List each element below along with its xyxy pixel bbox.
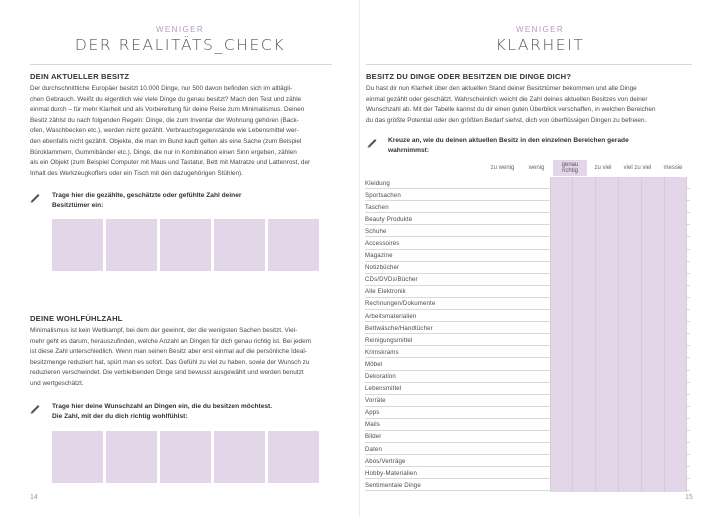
- s1-line: Inhalt des Werkzeugkoffers oder ein Tisch mit den dazugehörigen Stühlen).: [30, 169, 243, 177]
- instruction2: [52, 402, 272, 422]
- row-label: Rechnungen/Dokumente: [365, 300, 436, 308]
- s1-line: einmal durch – für mehr Klarheit und als Vorbereitung für deine Reise zum Minimalismus. Deinen: [30, 106, 305, 114]
- row-label: Accessoires: [365, 239, 400, 247]
- row-label: Reinigungsmittel: [365, 336, 413, 344]
- section1-heading: DEIN AKTUELLER BESITZ: [30, 72, 130, 81]
- row-label: Dekoration: [365, 373, 396, 380]
- s2-line: mehr geht es darum, herauszufinden, welche Anzahl an Dingen für dich genau richtig ist. Bei jedem: [30, 337, 311, 345]
- row-label: Mails: [365, 421, 380, 429]
- digit-box[interactable]: [52, 431, 103, 483]
- row-label: Hobby-Materialien: [365, 469, 417, 477]
- s1-line: chen Gebrauch. Weißt du eigentlich wie viele Dinge du genau besitzt? Mach den Test und zähle: [30, 95, 302, 103]
- column-header: viel zu viel: [623, 164, 652, 171]
- table-body: [365, 177, 690, 491]
- row-label: Kleidung: [365, 179, 390, 187]
- digit-box[interactable]: [268, 219, 319, 271]
- s2-line: reduzieren verschwindet. Die verbleibenden Dinge sind bewusst ausgewählt und werden benutzt: [30, 369, 304, 377]
- s1-line: Besitz zählst du nach folgenden Regeln: Dinge, die zum Inventar der Wohnung gehören (Back-: [30, 116, 299, 124]
- instruction1-line1: Trage hier die gezählte, geschätzte oder gefühlte Zahl deiner: [52, 192, 242, 199]
- s2-line: besitzmenge reduziert hat, spürt man es sofort. Das Gefühl zu viel zu haben, sowie der Wunsch zu: [30, 358, 310, 366]
- row-label: Bettwäsche/Handtücher: [365, 324, 433, 332]
- column-divider: [664, 177, 665, 492]
- pencil-icon: [28, 401, 42, 415]
- column-divider: [686, 177, 687, 492]
- row-label: Sentimentale Dinge: [365, 481, 421, 489]
- row-label: Daten: [365, 445, 383, 453]
- row-label: Notizbücher: [365, 264, 400, 272]
- right-page-title: KLARHEIT: [495, 36, 585, 54]
- s1-line: ofen, Waschbecken etc.), werden nicht gezählt. Verbrauchsgegenstände wie Lebensmittel wer-: [30, 127, 299, 135]
- instruction2-line2: Die Zahl, mit der du dich richtig wohlfühlst:: [52, 413, 188, 420]
- section2-heading: DEINE WOHLFÜHLZAHL: [30, 314, 123, 323]
- r1-line: Du hast dir nun Klarheit über den aktuellen Stand deiner Besitztümer bekommen und alle Dinge: [366, 85, 637, 92]
- r1-line: einmal gezählt oder geschätzt. Wahrscheinlich weicht die Zahl deines aktuellen Besitzes von deiner: [366, 95, 648, 103]
- row-label: Arbeitsmaterialien: [365, 312, 417, 320]
- instruction2-line1: Trage hier deine Wunschzahl an Dingen ein, die du besitzen möchtest.: [52, 403, 273, 410]
- table-header: [485, 160, 690, 176]
- instruction1-line2: Besitztümer ein:: [52, 202, 104, 209]
- row-label: Taschen: [365, 203, 389, 211]
- page-number-left: 14: [30, 494, 38, 501]
- column-divider: [572, 177, 573, 492]
- page-number-right: 15: [685, 494, 693, 501]
- digit-box[interactable]: [268, 431, 319, 483]
- row-label: Beauty Produkte: [365, 215, 413, 223]
- row-label: Lebensmittel: [365, 385, 402, 393]
- s1-line: Der durchschnittliche Europäer besitzt 10.000 Dinge, nur 500 davon befinden sich im alltägli-: [30, 85, 293, 92]
- right-instruction-line2: wahrnimmst:: [388, 147, 430, 154]
- left-title-rule: [30, 64, 332, 65]
- s2-line: und wertgeschätzt.: [30, 380, 84, 387]
- row-label: Abos/Verträge: [365, 457, 406, 465]
- column-divider: [618, 177, 619, 492]
- owned-count-boxes: [52, 219, 319, 271]
- digit-box[interactable]: [214, 219, 265, 271]
- right-instruction: [388, 136, 629, 156]
- row-label: Vorräte: [365, 397, 386, 405]
- r1-line: Wunschzahl ab. Mit der Tabelle kannst du dir einen guten Überblick verschaffen, in welchen Bereichen: [366, 106, 656, 114]
- digit-box[interactable]: [52, 219, 103, 271]
- wish-count-boxes: [52, 431, 319, 483]
- digit-box[interactable]: [160, 431, 211, 483]
- instruction1: [52, 191, 241, 211]
- s1-line: den ebenfalls nicht gezählt. Objekte, die man im Bund kauft gelten als eine Sache (zum Beispiel: [30, 138, 302, 145]
- digit-box[interactable]: [106, 219, 157, 271]
- s2-line: Minimalismus ist kein Wettkampf, bei dem der gewinnt, der die wenigsten Sachen besitzt. Viel-: [30, 327, 298, 334]
- pencil-icon: [365, 135, 379, 149]
- s1-line: als ein Objekt (zum Beispiel Computer mit Maus und Tastatur, Bett mit Matratze und Lattenrost, der: [30, 159, 311, 167]
- s1-line: Büroklammern, Gummibänder etc.). Dinge, die nur in Kombination einen Sinn ergeben, zählen: [30, 148, 297, 156]
- column-header: zu wenig: [490, 164, 515, 171]
- right-kicker: WENIGER: [515, 25, 565, 34]
- row-label: Krimskrams: [365, 348, 399, 356]
- digit-box[interactable]: [160, 219, 211, 271]
- left-kicker: WENIGER: [155, 25, 205, 34]
- right-instruction-line1: Kreuze an, wie du deinen aktuellen Besitz in den einzelnen Bereichen gerade: [388, 137, 629, 144]
- row-label: Alle Elektronik: [365, 288, 406, 296]
- column-divider: [641, 177, 642, 492]
- right-heading: BESITZ DU DINGE ODER BESITZEN DIE DINGE DICH?: [366, 72, 572, 81]
- pencil-icon: [28, 190, 42, 204]
- row-label: Schuhe: [365, 227, 387, 235]
- row-label: Magazine: [365, 252, 393, 260]
- r1-line: du das größte Potential oder den größten Bedarf siehst, dich von überflüssigen Dingen zu befreien.: [366, 116, 647, 124]
- column-header: messie: [663, 164, 683, 171]
- left-page-title: DER REALITÄTS_CHECK: [74, 36, 286, 54]
- column-header: zu viel: [594, 164, 612, 171]
- digit-box[interactable]: [106, 431, 157, 483]
- digit-box[interactable]: [214, 431, 265, 483]
- column-divider: [550, 177, 551, 492]
- column-header: wenig: [528, 164, 545, 171]
- row-label: Sportsachen: [365, 191, 401, 199]
- column-header: genau richtig: [553, 160, 587, 176]
- right-title-rule: [366, 64, 692, 65]
- row-label: CDs/DVDs/Bücher: [365, 276, 418, 284]
- row-label: Möbel: [365, 360, 383, 368]
- checkbox-columns: [550, 177, 687, 492]
- row-label: Bilder: [365, 433, 382, 441]
- column-divider: [595, 177, 596, 492]
- s2-line: ist diese Zahl unterschiedlich. Wenn man seinen Besitz aber erst einmal auf die persönliche Ideal-: [30, 348, 307, 356]
- row-label: Apps: [365, 409, 380, 417]
